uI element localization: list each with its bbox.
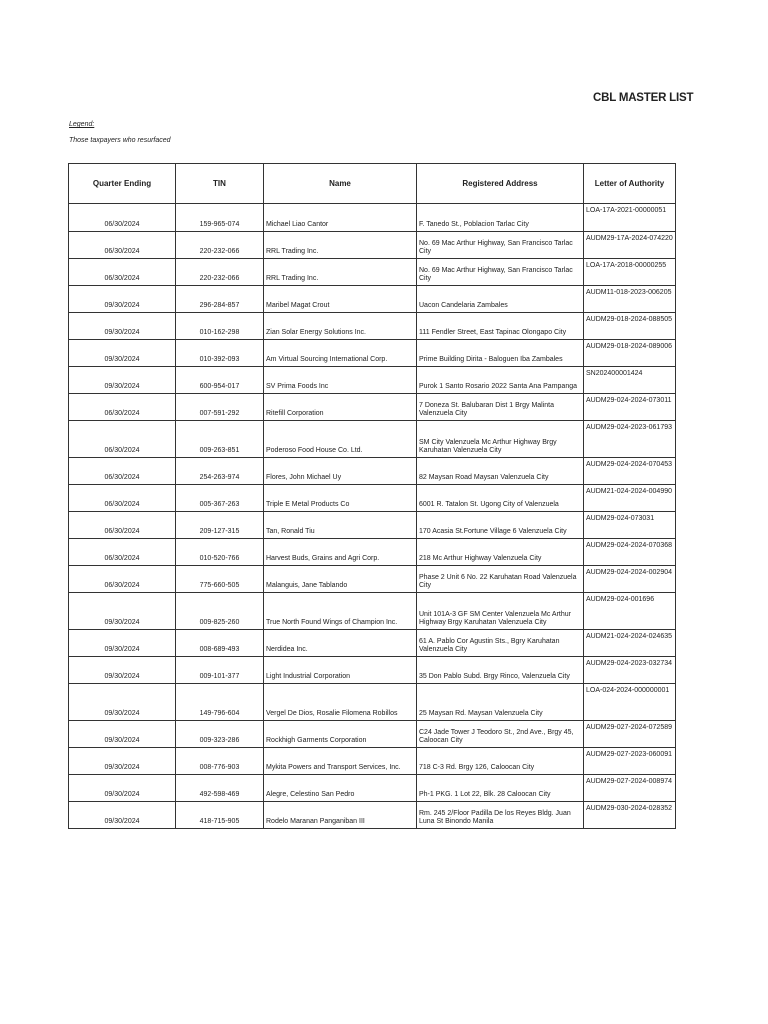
cell-tin: 008-689-493 xyxy=(176,630,264,657)
cell-loa: AUDM29-024-2023-032734 xyxy=(584,657,676,684)
cell-address: 6001 R. Tatalon St. Ugong City of Valenzuela xyxy=(417,485,584,512)
table-row xyxy=(69,593,676,630)
cell-tin: 009-263-851 xyxy=(176,421,264,458)
cell-name: Ritefill Corporation xyxy=(264,394,417,421)
cell-quarter: 09/30/2024 xyxy=(69,802,176,829)
cell-quarter: 09/30/2024 xyxy=(69,721,176,748)
cell-address: 218 Mc Arthur Highway Valenzuela City xyxy=(417,539,584,566)
cell-name: Vergel De Dios, Rosalie Filomena Robillos xyxy=(264,684,417,721)
table-row xyxy=(69,367,676,394)
table-row xyxy=(69,566,676,593)
table-row xyxy=(69,313,676,340)
cell-tin: 492-598-469 xyxy=(176,775,264,802)
cell-name: RRL Trading Inc. xyxy=(264,232,417,259)
cell-name: Michael Liao Cantor xyxy=(264,204,417,232)
cell-name: Light Industrial Corporation xyxy=(264,657,417,684)
cell-tin: 220-232-066 xyxy=(176,232,264,259)
cell-address: 82 Maysan Road Maysan Valenzuela City xyxy=(417,458,584,485)
cell-loa: AUDM29-024-2024-070453 xyxy=(584,458,676,485)
table-body xyxy=(69,204,676,829)
cell-tin: 149-796-604 xyxy=(176,684,264,721)
cell-name: Malanguis, Jane Tablando xyxy=(264,566,417,593)
cell-address: Uacon Candelaria Zambales xyxy=(417,286,584,313)
table-row xyxy=(69,421,676,458)
cell-name: Maribel Magat Crout xyxy=(264,286,417,313)
legend-note: Those taxpayers who resurfaced xyxy=(69,137,171,144)
cell-quarter: 09/30/2024 xyxy=(69,775,176,802)
cell-name: Nerdidea Inc. xyxy=(264,630,417,657)
cell-quarter: 06/30/2024 xyxy=(69,512,176,539)
cell-address: Unit 101A-3 GF SM Center Valenzuela Mc Arthur Highway Brgy Karuhatan Valenzuela City xyxy=(417,593,584,630)
cell-quarter: 09/30/2024 xyxy=(69,748,176,775)
page-title: CBL MASTER LIST xyxy=(593,92,694,104)
table-row xyxy=(69,340,676,367)
cell-tin: 159-965-074 xyxy=(176,204,264,232)
cell-name: Alegre, Celestino San Pedro xyxy=(264,775,417,802)
cell-name: Triple E Metal Products Co xyxy=(264,485,417,512)
cell-address: No. 69 Mac Arthur Highway, San Francisco Tarlac City xyxy=(417,259,584,286)
cell-tin: 209-127-315 xyxy=(176,512,264,539)
cell-address: Rm. 245 2/Floor Padilla De los Reyes Bldg. Juan Luna St Binondo Manila xyxy=(417,802,584,829)
table-row xyxy=(69,259,676,286)
cell-loa: AUDM29-018-2024-089006 xyxy=(584,340,676,367)
cell-name: RRL Trading Inc. xyxy=(264,259,417,286)
cell-name: Poderoso Food House Co. Ltd. xyxy=(264,421,417,458)
cell-name: Mykita Powers and Transport Services, Inc. xyxy=(264,748,417,775)
legend-label: Legend: xyxy=(69,121,95,128)
cell-loa: AUDM29-027-2023-060091 xyxy=(584,748,676,775)
cell-address: No. 69 Mac Arthur Highway, San Francisco Tarlac City xyxy=(417,232,584,259)
cell-quarter: 09/30/2024 xyxy=(69,340,176,367)
cell-tin: 254-263-974 xyxy=(176,458,264,485)
cell-quarter: 09/30/2024 xyxy=(69,367,176,394)
cell-loa: AUDM29-024-073031 xyxy=(584,512,676,539)
cell-tin: 008-776-903 xyxy=(176,748,264,775)
cell-quarter: 09/30/2024 xyxy=(69,684,176,721)
cell-name: Flores, John Michael Uy xyxy=(264,458,417,485)
cell-tin: 009-825-260 xyxy=(176,593,264,630)
table-row xyxy=(69,232,676,259)
cell-quarter: 09/30/2024 xyxy=(69,630,176,657)
cell-loa: AUDM29-018-2024-088505 xyxy=(584,313,676,340)
cell-tin: 296-284-857 xyxy=(176,286,264,313)
column-header-address: Registered Address xyxy=(417,164,584,204)
cell-loa: LOA-17A-2018-00000255 xyxy=(584,259,676,286)
cell-loa: AUDM29-030-2024-028352 xyxy=(584,802,676,829)
master-list-table xyxy=(68,163,676,829)
cell-name: Harvest Buds, Grains and Agri Corp. xyxy=(264,539,417,566)
cell-loa: AUDM29-024-2024-002904 xyxy=(584,566,676,593)
table-row xyxy=(69,721,676,748)
cell-name: Am Virtual Sourcing International Corp. xyxy=(264,340,417,367)
table-row xyxy=(69,630,676,657)
cell-tin: 009-323-286 xyxy=(176,721,264,748)
column-header-name: Name xyxy=(264,164,417,204)
cell-quarter: 06/30/2024 xyxy=(69,232,176,259)
table-row xyxy=(69,657,676,684)
cell-quarter: 09/30/2024 xyxy=(69,313,176,340)
table-row xyxy=(69,775,676,802)
cell-loa: AUDM21-024-2024-024635 xyxy=(584,630,676,657)
table-row xyxy=(69,539,676,566)
column-header-tin: TIN xyxy=(176,164,264,204)
cell-loa: LOA-17A-2021-00000051 xyxy=(584,204,676,232)
table-row xyxy=(69,748,676,775)
table-row xyxy=(69,204,676,232)
cell-tin: 010-520-766 xyxy=(176,539,264,566)
table-row xyxy=(69,485,676,512)
cell-name: Rockhigh Garments Corporation xyxy=(264,721,417,748)
cell-loa: AUDM29-024-2023-061793 xyxy=(584,421,676,458)
cell-loa: AUDM29-027-2024-072589 xyxy=(584,721,676,748)
table-row xyxy=(69,458,676,485)
cell-address: F. Tanedo St., Poblacion Tarlac City xyxy=(417,204,584,232)
cell-quarter: 06/30/2024 xyxy=(69,394,176,421)
cell-address: Phase 2 Unit 6 No. 22 Karuhatan Road Valenzuela City xyxy=(417,566,584,593)
cell-quarter: 06/30/2024 xyxy=(69,259,176,286)
cell-loa: AUDM29-024-2024-073011 xyxy=(584,394,676,421)
cell-tin: 010-162-298 xyxy=(176,313,264,340)
cell-tin: 600-954-017 xyxy=(176,367,264,394)
cell-loa: AUDM29-027-2024-008974 xyxy=(584,775,676,802)
cell-address: SM City Valenzuela Mc Arthur Highway Brgy Karuhatan Valenzuela City xyxy=(417,421,584,458)
cell-tin: 009-101-377 xyxy=(176,657,264,684)
cell-quarter: 09/30/2024 xyxy=(69,286,176,313)
cell-name: Zian Solar Energy Solutions Inc. xyxy=(264,313,417,340)
cell-loa: AUDM29-024-001696 xyxy=(584,593,676,630)
cell-address: 111 Fendler Street, East Tapinac Olongapo City xyxy=(417,313,584,340)
cell-address: 61 A. Pablo Cor Agustin Sts., Bgry Karuhatan Valenzuela City xyxy=(417,630,584,657)
table-row xyxy=(69,684,676,721)
table-row xyxy=(69,802,676,829)
cell-tin: 007-591-292 xyxy=(176,394,264,421)
cell-loa: LOA-024-2024-000000001 xyxy=(584,684,676,721)
table-header-row xyxy=(69,164,676,204)
column-header-loa: Letter of Authority xyxy=(584,164,676,204)
table-row xyxy=(69,286,676,313)
cell-quarter: 06/30/2024 xyxy=(69,421,176,458)
cell-name: Tan, Ronald Tiu xyxy=(264,512,417,539)
cell-loa: AUDM29-024-2024-070368 xyxy=(584,539,676,566)
cell-loa: AUDM11-018-2023-006205 xyxy=(584,286,676,313)
cell-address: 718 C-3 Rd. Brgy 126, Caloocan City xyxy=(417,748,584,775)
cell-name: Rodelo Maranan Panganiban III xyxy=(264,802,417,829)
cell-quarter: 06/30/2024 xyxy=(69,539,176,566)
cell-tin: 005-367-263 xyxy=(176,485,264,512)
cell-address: 170 Acasia St.Fortune Village 6 Valenzuela City xyxy=(417,512,584,539)
cell-tin: 010-392-093 xyxy=(176,340,264,367)
cell-address: Purok 1 Santo Rosario 2022 Santa Ana Pampanga xyxy=(417,367,584,394)
cell-quarter: 09/30/2024 xyxy=(69,657,176,684)
cell-quarter: 06/30/2024 xyxy=(69,458,176,485)
cell-quarter: 06/30/2024 xyxy=(69,485,176,512)
cell-loa: AUDM21-024-2024-004990 xyxy=(584,485,676,512)
cell-loa: SN202400001424 xyxy=(584,367,676,394)
cell-quarter: 06/30/2024 xyxy=(69,566,176,593)
cell-tin: 775-660-505 xyxy=(176,566,264,593)
cell-loa: AUDM29-17A-2024-074220 xyxy=(584,232,676,259)
cell-name: True North Found Wings of Champion Inc. xyxy=(264,593,417,630)
cell-name: SV Prima Foods Inc xyxy=(264,367,417,394)
cell-address: 35 Don Pablo Subd. Brgy Rinco, Valenzuela City xyxy=(417,657,584,684)
cell-quarter: 09/30/2024 xyxy=(69,593,176,630)
cell-address: Prime Building Dirita - Baloguen Iba Zambales xyxy=(417,340,584,367)
cell-tin: 418-715-905 xyxy=(176,802,264,829)
cell-address: 7 Doneza St. Balubaran Dist 1 Brgy Malinta Valenzuela City xyxy=(417,394,584,421)
cell-address: C24 Jade Tower J Teodoro St., 2nd Ave., Brgy 45, Caloocan City xyxy=(417,721,584,748)
column-header-quarter: Quarter Ending xyxy=(69,164,176,204)
cell-tin: 220-232-066 xyxy=(176,259,264,286)
cell-address: Ph-1 PKG. 1 Lot 22, Blk. 28 Caloocan City xyxy=(417,775,584,802)
cell-quarter: 06/30/2024 xyxy=(69,204,176,232)
table-row xyxy=(69,512,676,539)
cell-address: 25 Maysan Rd. Maysan Valenzuela City xyxy=(417,684,584,721)
table-row xyxy=(69,394,676,421)
